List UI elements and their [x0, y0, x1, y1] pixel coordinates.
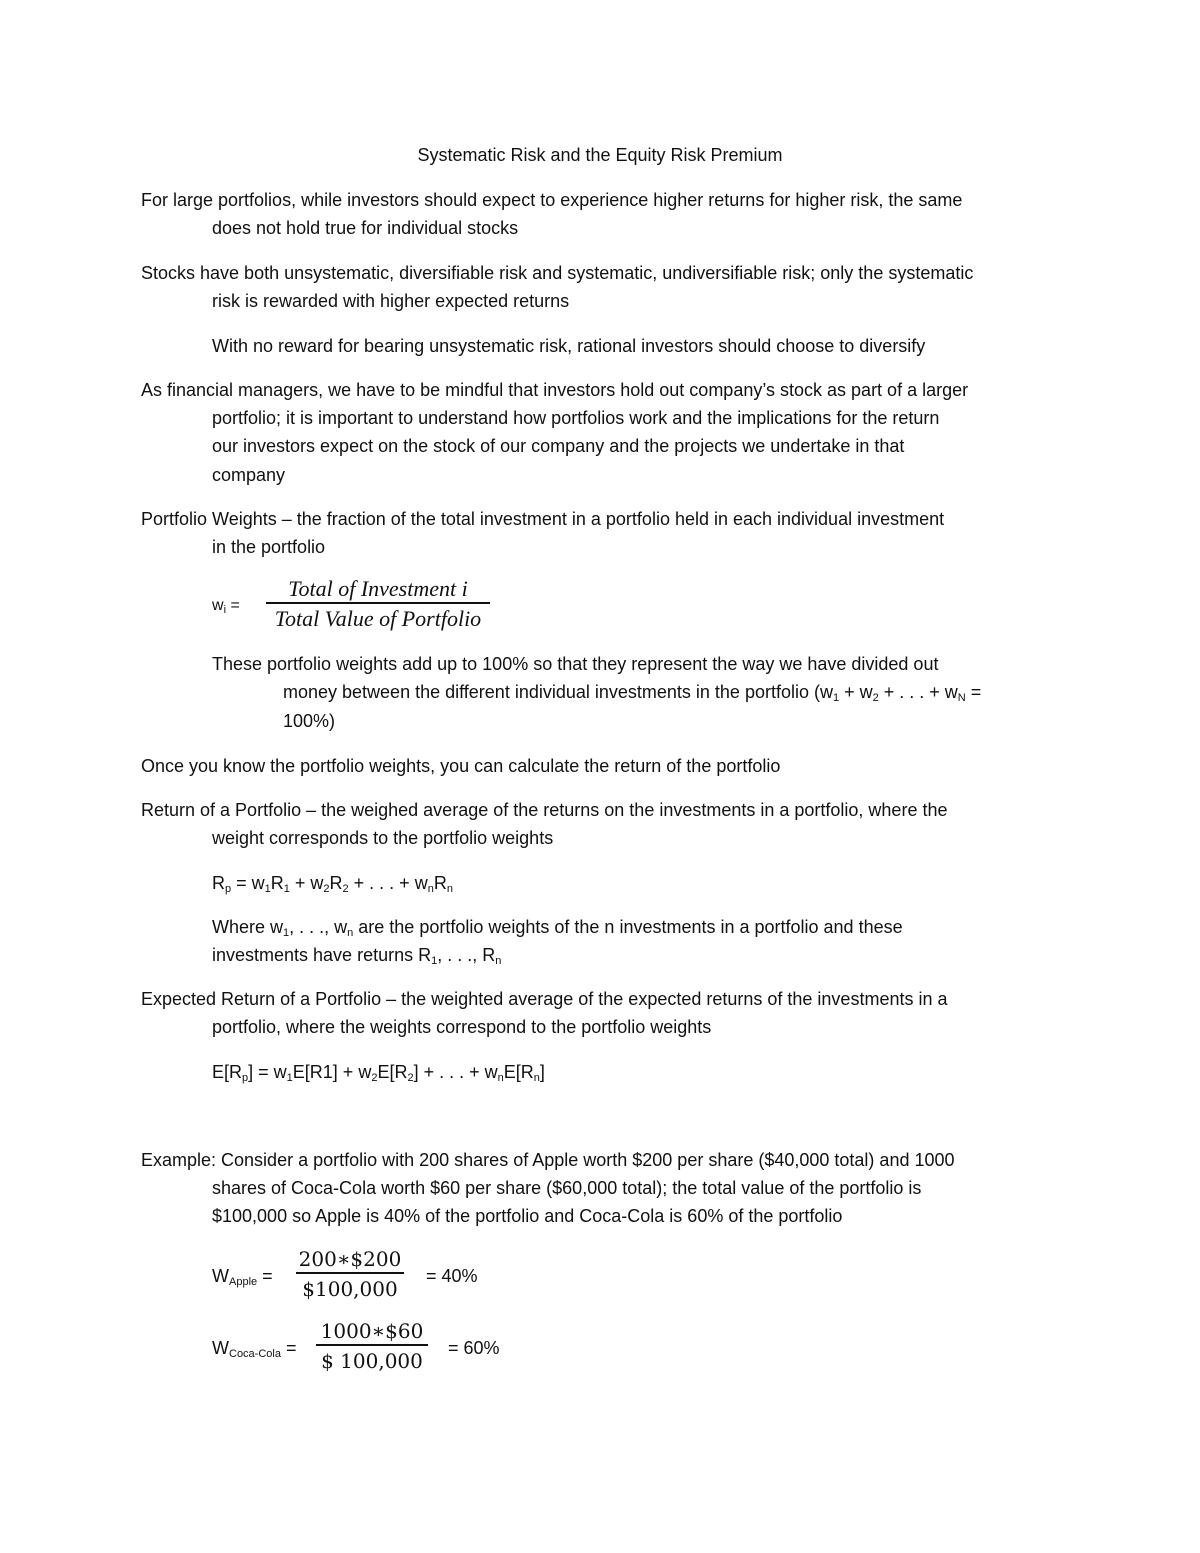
- para-stocks-risk-line1: Stocks have both unsystematic, diversifiable risk and systematic, undiversifiable risk; only the systematic: [141, 263, 974, 283]
- para-expected-return-line1: Expected Return of a Portfolio – the weighted average of the expected returns of the investments in a: [141, 989, 948, 1009]
- para-diversify: With no reward for bearing unsystematic risk, rational investors should choose to diversify: [212, 336, 926, 356]
- wi-numerator: Total of Investment i: [288, 576, 468, 601]
- para-large-portfolios-line2: does not hold true for individual stocks: [212, 218, 519, 238]
- para-return-portfolio-line1: Return of a Portfolio – the weighed average of the returns on the investments in a portfolio, where the: [141, 800, 948, 820]
- para-financial-managers-line2: portfolio; it is important to understand how portfolios work and the implications for the return: [212, 408, 940, 428]
- para-weights-sum-line2: money between the different individual investments in the portfolio ($w_1 + w_2$ + . . . + $w_N$ =: [283, 682, 982, 704]
- para-stocks-risk-line2: risk is rewarded with higher expected returns: [212, 291, 570, 311]
- para-example-line3: $100,000 so Apple is 40% of the portfolio and Coca-Cola is 60% of the portfolio: [212, 1206, 843, 1226]
- wi-denominator: Total Value of Portfolio: [274, 605, 482, 631]
- para-financial-managers-line4: company: [212, 465, 286, 485]
- coke-weight-fraction: [316, 1318, 428, 1376]
- wi-formula-lhs: $w_i$ =: [212, 597, 240, 616]
- para-weights-sum-line1: These portfolio weights add up to 100% so that they represent the way we have divided out: [212, 654, 939, 674]
- para-where-weights-line2: investments have returns $R_1$, . . ., $R_n$: [212, 945, 502, 967]
- para-financial-managers-line3: our investors expect on the stock of our company and the projects we undertake in that: [212, 436, 905, 456]
- apple-weight-result: = 40%: [426, 1266, 478, 1286]
- para-expected-return-line2: portfolio, where the weights correspond to the portfolio weights: [212, 1017, 712, 1037]
- apple-weight-lhs: $W_{Apple}$ =: [212, 1266, 273, 1288]
- coke-weight-lhs: $W_{Coca-Cola}$ =: [212, 1338, 297, 1360]
- para-return-portfolio-line2: weight corresponds to the portfolio weights: [212, 828, 554, 848]
- page-title: Systematic Risk and the Equity Risk Premium: [417, 145, 783, 165]
- apple-denominator: $100,000: [302, 1276, 398, 1301]
- apple-numerator: 200∗$200: [298, 1247, 402, 1271]
- coke-numerator: 1000∗$60: [320, 1319, 424, 1343]
- para-where-weights-line1: Where $w_1$, . . ., $w_n$ are the portfolio weights of the n investments in a portfolio and these: [212, 917, 903, 939]
- para-weights-sum-line3: 100%): [283, 711, 336, 731]
- para-example-line2: shares of Coca-Cola worth $60 per share ($60,000 total); the total value of the portfolio is: [212, 1178, 922, 1198]
- para-portfolio-weights-line1: Portfolio Weights – the fraction of the total investment in a portfolio held in each individual investment: [141, 509, 945, 529]
- para-calc-return: Once you know the portfolio weights, you can calculate the return of the portfolio: [141, 756, 781, 776]
- para-financial-managers-line1: As financial managers, we have to be mindful that investors hold out company’s stock as part of a larger: [141, 380, 969, 400]
- coke-denominator: $ 100,000: [321, 1348, 423, 1373]
- apple-weight-fraction: [296, 1246, 404, 1304]
- erp-formula: $E[R_p] = w_1E[R1] + w_2E[R_2]$ + . . . + $w_nE[R_n]$: [212, 1062, 545, 1084]
- para-portfolio-weights-line2: in the portfolio: [212, 537, 326, 557]
- para-large-portfolios-line1: For large portfolios, while investors should expect to experience higher returns for higher risk, the same: [141, 190, 963, 210]
- para-example-line1: Example: Consider a portfolio with 200 shares of Apple worth $200 per share ($40,000 total) and 1000: [141, 1150, 955, 1170]
- rp-formula: $R_p = w_1R_1 + w_2R_2$ + . . . + $w_nR_n$: [212, 873, 453, 895]
- coke-weight-result: = 60%: [448, 1338, 500, 1358]
- wi-fraction: [266, 576, 490, 634]
